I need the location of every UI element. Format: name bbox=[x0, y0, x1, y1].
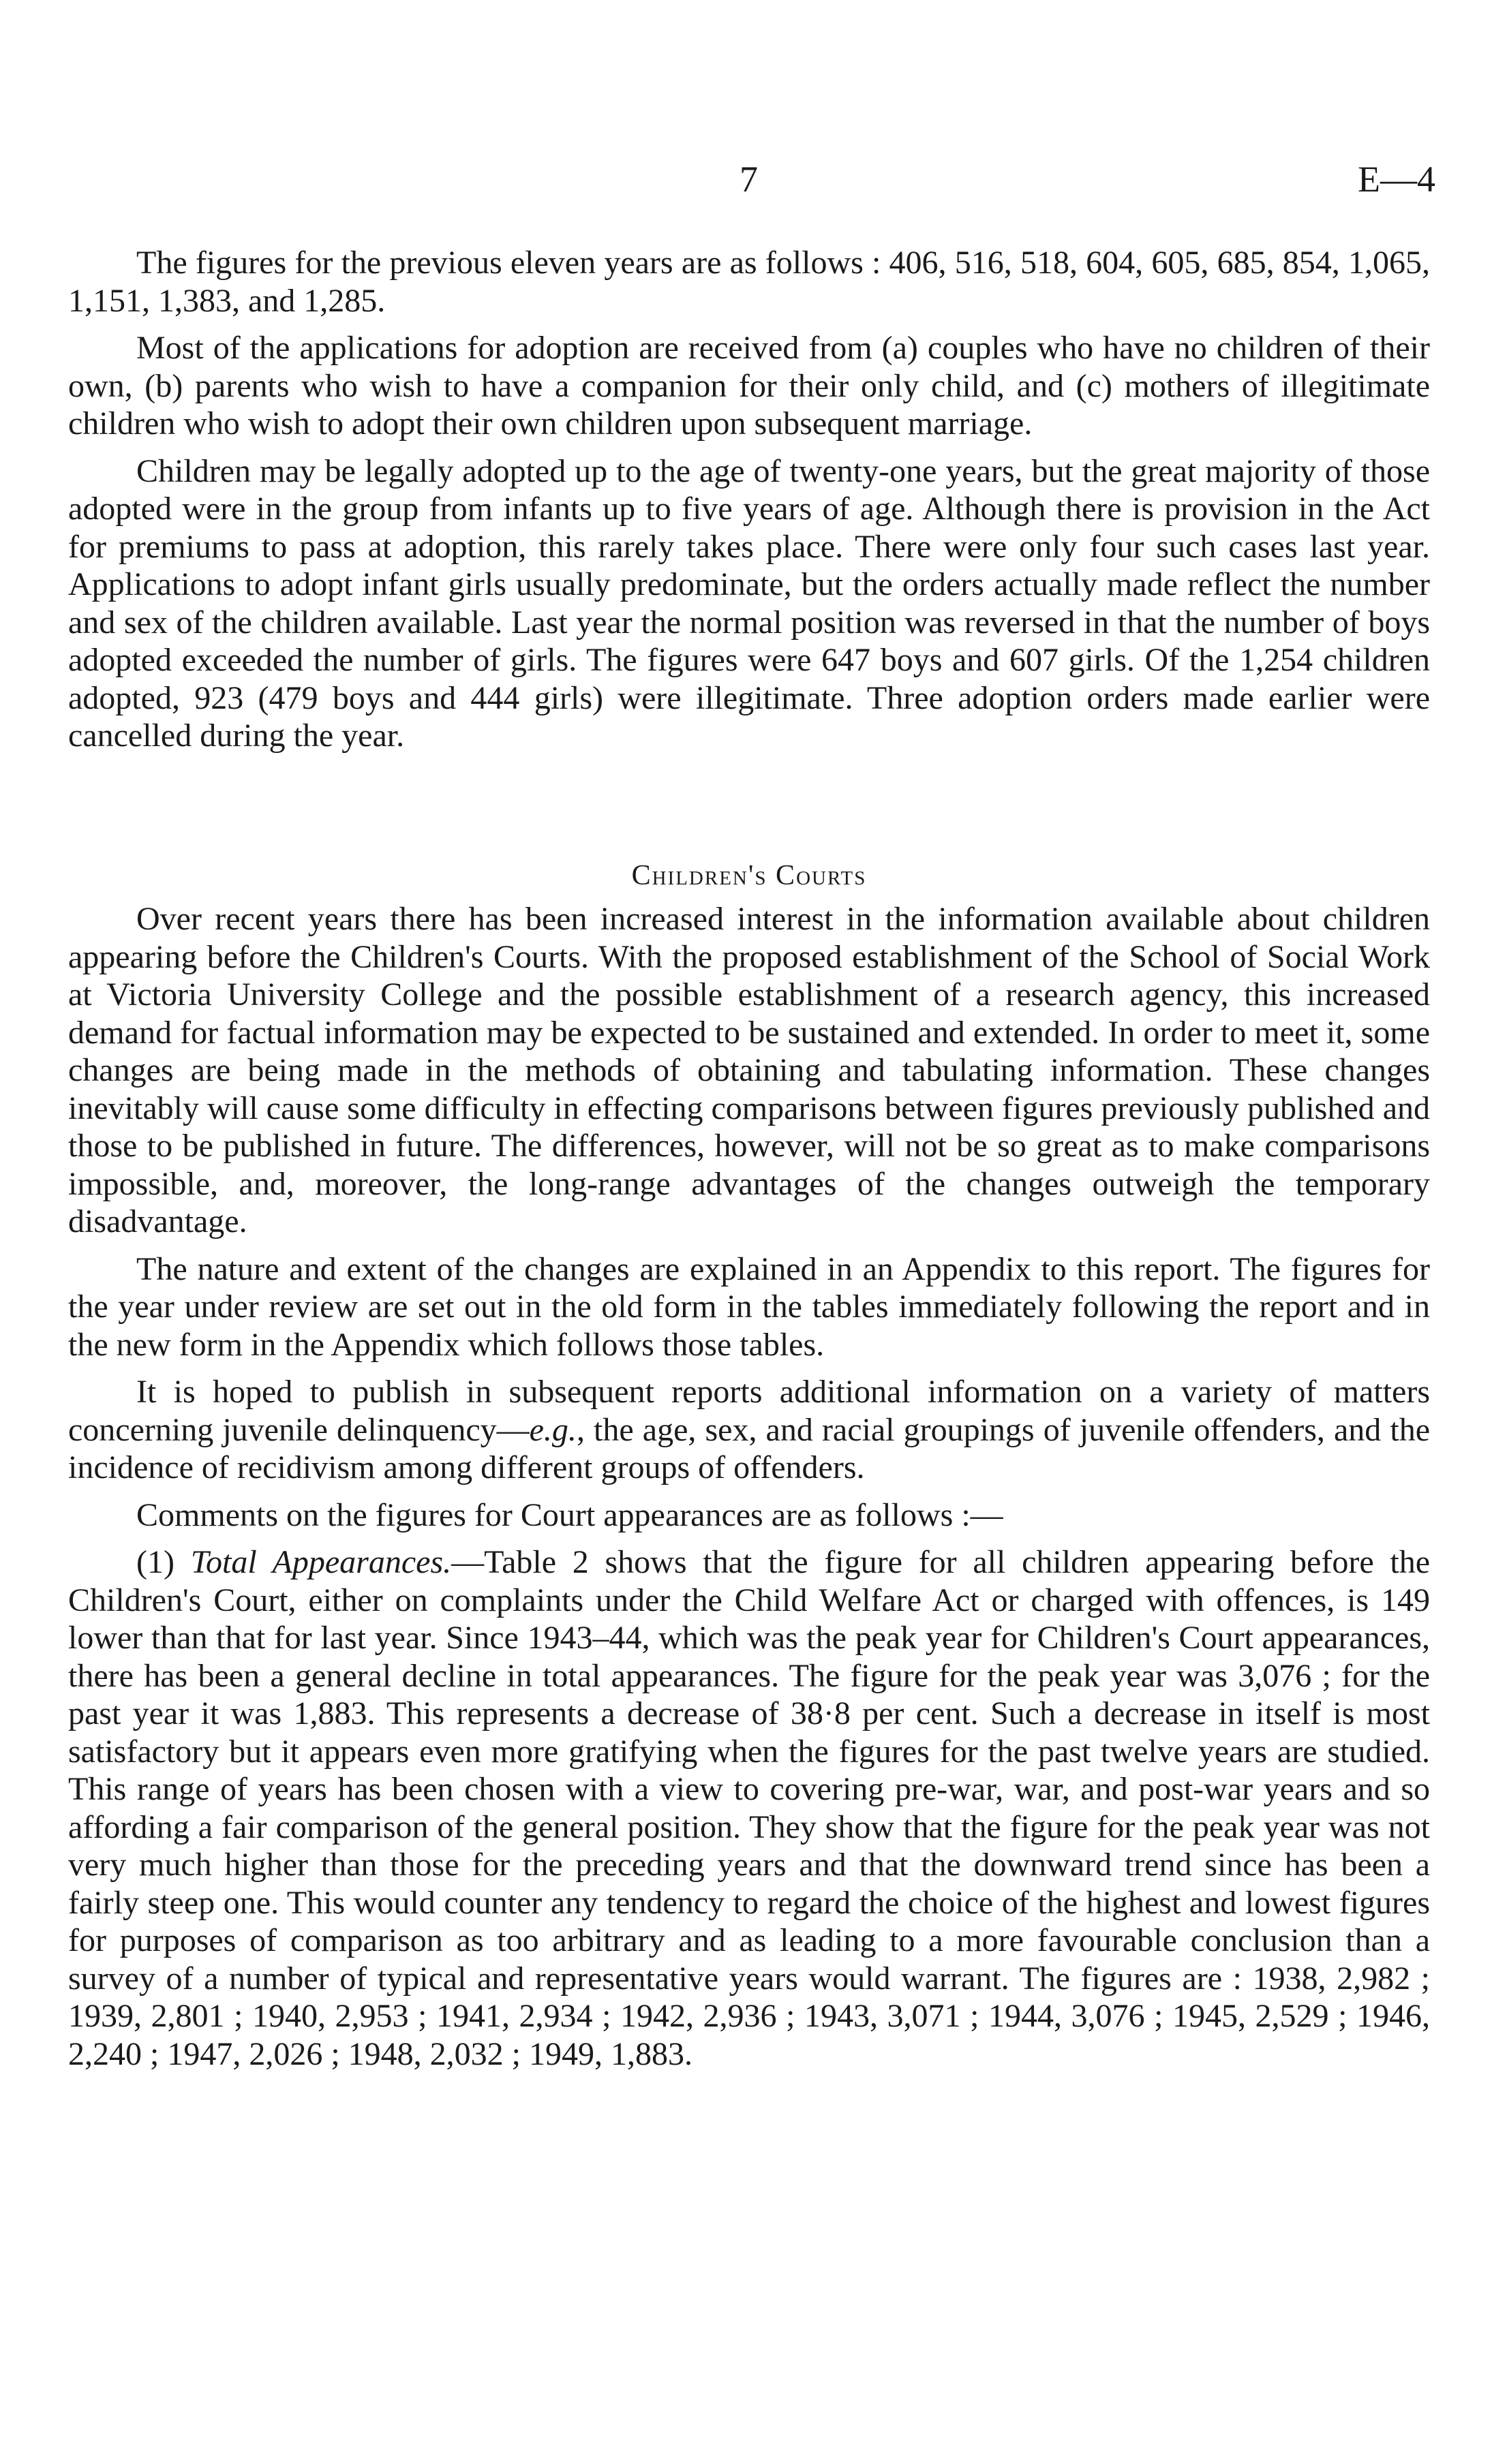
juvenile-text-before: It is hoped to publish in subsequent reports additional information on a variety of matters concerning juvenile delinquency— bbox=[68, 1374, 1430, 1448]
paragraph-juvenile-delinquency bbox=[68, 1373, 1430, 1487]
page-header bbox=[0, 158, 1507, 213]
section-heading-childrens-courts: Children's Courts bbox=[631, 859, 867, 891]
total-appearances-text: —Table 2 shows that the figure for all children appearing before the Children's Court, either on complaints under the Child Welfare Act or charged with offences, is 149 lower than that for last year. Since 1943–44, which was the peak year for Children's Court appearances, there has been a general decline in total appearances. The figure for the peak year was 3,076 ; for the past year it was 1,883. This represents a decrease of 38·8 per cent. Such a decrease in itself is most satisfactory but it appears even more gratifying when the figures for the past twelve years are studied. This range of years has been chosen with a view to covering pre-war, war, and post-war years and so affording a fair comparison of the general position. They show that the figure for the peak year was not very much higher than those for the preceding years and that the downward trend since has been a fairly steep one. This would counter any tendency to regard the choice of the highest and lowest figures for purposes of comparison as too arbitrary and as leading to a more favourable conclusion than a survey of a number of typical and representative years would warrant. The figures are : 1938, 2,982 ; 1939, 2,801 ; 1940, 2,953 ; 1941, 2,934 ; 1942, 2,936 ; 1943, 3,071 ; 1944, 3,076 ; 1945, 2,529 ; 1946, 2,240 ; 1947, 2,026 ; 1948, 2,032 ; 1949, 1,883. bbox=[68, 1544, 1431, 2072]
juvenile-text-after: , the age, sex, and racial groupings of juvenile offenders, and the incidence of recidivism among different groups of offenders. bbox=[68, 1411, 1430, 1485]
total-appearances-number: (1) bbox=[136, 1544, 191, 1580]
paragraph-adoption-age: Children may be legally adopted up to the age of twenty-one years, but the great majority of those adopted were in the group from infants up to five years of age. Although there is provision in the Act for premiums to pass at adoption, this rarely takes place. There were only four such cases last year. Applications to adopt infant girls usually predominate, but the orders actually made reflect the number and sex of the children available. Last year the normal position was reversed in that the number of boys adopted exceeded the number of girls. The figures were 647 boys and 607 girls. Of the 1,254 children adopted, 923 (479 boys and 444 girls) were illegitimate. Three adoption orders made earlier were cancelled during the year. bbox=[68, 452, 1430, 754]
paragraph-adoption-applications: Most of the applications for adoption are received from (a) couples who have no children of their own, (b) parents who wish to have a companion for their only child, and (c) mothers of illegitimate children who wish to adopt their own children upon subsequent marriage. bbox=[68, 330, 1430, 442]
body-text bbox=[68, 244, 1430, 2082]
juvenile-text-italic: e.g. bbox=[529, 1411, 577, 1448]
paragraph-changes-appendix: The nature and extent of the changes are explained in an Appendix to this report. The figures for the year under review are set out in the old form in the tables immediately following the report and in the new form in the Appendix which follows those tables. bbox=[68, 1250, 1430, 1363]
paragraph-previous-years: The figures for the previous eleven years are as follows : 406, 516, 518, 604, 605, 685, 854, 1,065, 1,151, 1,383, and 1,285. bbox=[68, 245, 1430, 319]
page-number: 7 bbox=[740, 159, 758, 200]
paragraph-recent-interest: Over recent years there has been increased interest in the information available about children appearing before the Children's Courts. With the proposed establishment of the School of Social Work at Victoria University College and the possible establishment of a research agency, this increased demand for factual information may be expected to be sustained and extended. In order to meet it, some changes are being made in the methods of obtaining and tabulating information. These changes inevitably will cause some difficulty in effecting comparisons between figures previously published and those to be published in future. The differences, however, will not be so great as to make comparisons impossible, and, moreover, the long-range advantages of the changes outweigh the temporary disadvantage. bbox=[68, 901, 1430, 1239]
total-appearances-title: Total Appearances. bbox=[190, 1544, 452, 1580]
paragraph-total-appearances bbox=[68, 1543, 1430, 2073]
page-reference: E—4 bbox=[1358, 159, 1435, 200]
paragraph-comments: Comments on the figures for Court appearances are as follows :— bbox=[136, 1496, 1003, 1533]
